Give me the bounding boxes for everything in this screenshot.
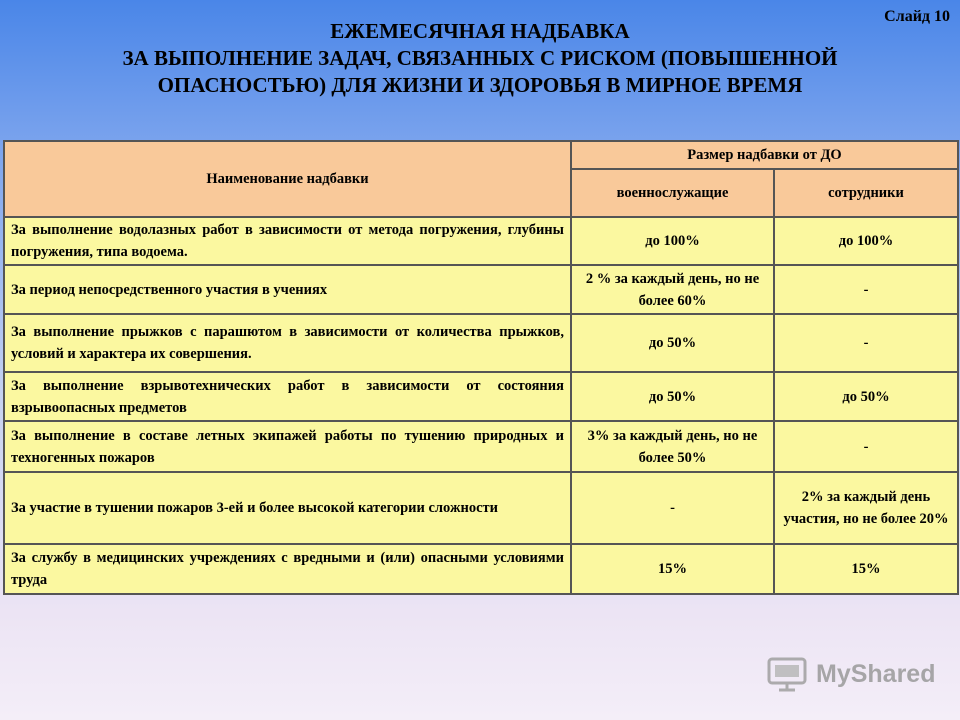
header-employees: сотрудники	[774, 169, 958, 217]
row-name: За период непосредственного участия в учениях	[4, 265, 571, 314]
row-name: За выполнение прыжков с парашютом в зависимости от количества прыжков, условий и характера их совершения.	[4, 314, 571, 372]
row-military-value: 3% за каждый день, но не более 50%	[571, 421, 774, 472]
row-military-value: до 50%	[571, 372, 774, 421]
row-military-value: 15%	[571, 544, 774, 594]
title-line-1: ЕЖЕМЕСЯЧНАЯ НАДБАВКА	[330, 19, 630, 43]
row-military-value: 2 % за каждый день, но не более 60%	[571, 265, 774, 314]
row-employees-value: 15%	[774, 544, 958, 594]
table-row	[4, 372, 958, 421]
row-military-value: до 50%	[571, 314, 774, 372]
title-line-3: ОПАСНОСТЬЮ) ДЛЯ ЖИЗНИ И ЗДОРОВЬЯ В МИРНОЕ ВРЕМЯ	[157, 73, 803, 97]
row-employees-value: до 100%	[774, 217, 958, 265]
table-row	[4, 314, 958, 372]
row-military-value: до 100%	[571, 217, 774, 265]
slide-number: Слайд 10	[884, 8, 950, 25]
allowance-table	[3, 140, 959, 595]
row-employees-value: -	[774, 314, 958, 372]
table-row	[4, 265, 958, 314]
header-name: Наименование надбавки	[4, 141, 571, 217]
row-employees-value: -	[774, 265, 958, 314]
row-employees-value: 2% за каждый день участия, но не более 20%	[774, 472, 958, 544]
myshared-watermark	[766, 654, 935, 694]
row-name: За выполнение в составе летных экипажей работы по тушению природных и техногенных пожаров	[4, 421, 571, 472]
watermark-text: MyShared	[816, 659, 936, 688]
row-military-value: -	[571, 472, 774, 544]
projector-screen-icon	[766, 655, 810, 693]
row-name: За выполнение водолазных работ в зависимости от метода погружения, глубины погружения, типа водоема.	[4, 217, 571, 265]
row-name: За службу в медицинских учреждениях с вредными и (или) опасными условиями труда	[4, 544, 571, 594]
title-line-2: ЗА ВЫПОЛНЕНИЕ ЗАДАЧ, СВЯЗАННЫХ С РИСКОМ (ПОВЫШЕННОЙ	[122, 46, 838, 70]
table-row	[4, 544, 958, 594]
table-row	[4, 217, 958, 265]
table-row	[4, 421, 958, 472]
row-name: За участие в тушении пожаров 3-ей и более высокой категории сложности	[4, 472, 571, 544]
header-military: военнослужащие	[571, 169, 774, 217]
slide-title	[40, 18, 920, 99]
table-header-row	[4, 141, 958, 169]
table-row	[4, 472, 958, 544]
row-employees-value: -	[774, 421, 958, 472]
row-name: За выполнение взрывотехнических работ в зависимости от состояния взрывоопасных предметов	[4, 372, 571, 421]
row-employees-value: до 50%	[774, 372, 958, 421]
header-size: Размер надбавки от ДО	[571, 141, 958, 169]
